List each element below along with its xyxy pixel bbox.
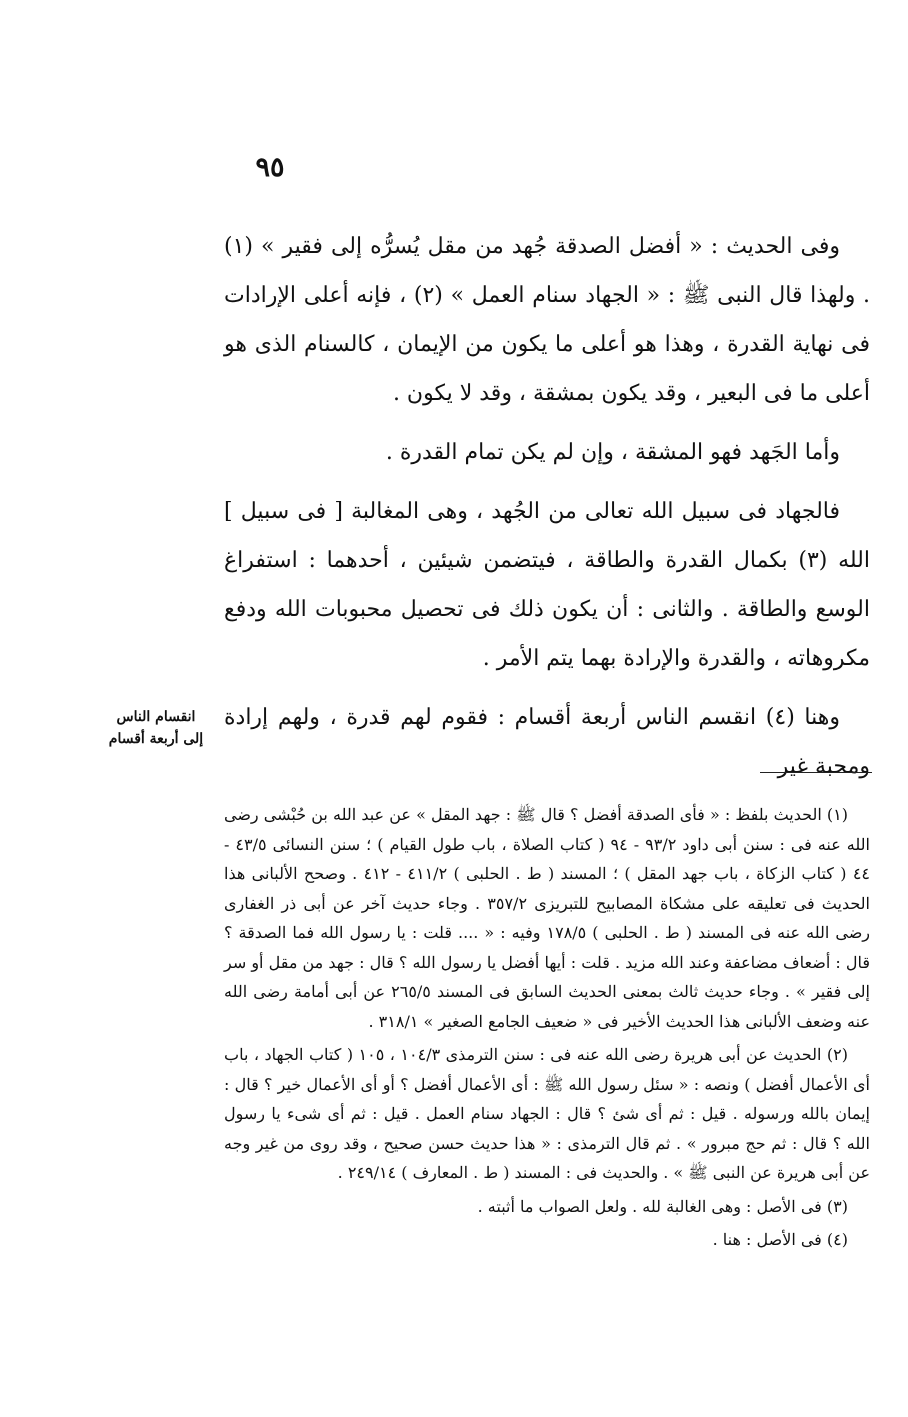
main-paragraph: وأما الجَهد فهو المشقة ، وإن لم يكن تمام القدرة .	[385, 440, 840, 465]
margin-note-line: انقسام الناس	[116, 709, 196, 725]
footnote: (٣) فى الأصل : وهى الغالبة لله . ولعل الصواب ما أثبته .	[477, 1196, 848, 1216]
footnote: (١) الحديث بلفظ : « فأى الصدقة أفضل ؟ قال ﷺ : جهد المقل » عن عبد الله بن حُبْشى رضى الله عنه فى : سنن أبى داود ٩٣/٢ - ٩٤ ( كتاب الصلاة ، باب طول القيام ) ؛ سنن النسائى ٤٣/٥ - ٤٤ ( كتاب الزكاة ، باب جهد المقل ) ؛ المسند ( ط . الحلبى ) ٤١١/٢ - ٤١٢ . وصحح الألبانى هذا الحديث فى تعليقه على مشكاة المصابيح للتبريزى ٣٥٧/٢ . وجاء حديث آخر عن أبى ذر الغفارى رضى الله عنه فى المسند ( ط . الحلبى ) ١٧٨/٥ وفيه : « .... قلت : يا رسول الله فما الصدقة ؟ قال : أضعاف مضاعفة وعند الله مزيد . قلت : أيها أفضل يا رسول الله ؟ قال : جهد من مقل أو سر إلى فقير » . وجاء حديث ثالث بمعنى الحديث السابق فى المسند ٢٦٥/٥ عن أبى أمامة رضى الله عنه وضعف الألبانى هذا الحديث الأخير فى « ضعيف الجامع الصغير » ٣١٨/١ .	[224, 805, 871, 1031]
footnote: (٤) فى الأصل : هنا .	[712, 1230, 848, 1249]
margin-note	[100, 706, 212, 750]
main-paragraph: وفى الحديث : « أفضل الصدقة جُهد من مقل يُسرُّه إلى فقير » (١) . ولهذا قال النبى ﷺ : « الجهاد سنام العمل » (٢) ، فإنه أعلى الإرادات فى نهاية القدرة ، وهذا هو أعلى ما يكون من الإيمان ، كالسنام الذى هو أعلى ما فى البعير ، وقد يكون بمشقة ، وقد لا يكون .	[224, 234, 870, 406]
main-text	[224, 222, 870, 801]
footnotes	[224, 800, 870, 1259]
page-number: ٩٥	[255, 152, 285, 183]
footnote-separator	[760, 772, 872, 773]
margin-note-line: إلى أربعة أقسام	[108, 731, 204, 747]
main-paragraph: وهنا (٤) انقسم الناس أربعة أقسام : فقوم لهم قدرة ، ولهم إرادة ومحبة غير	[224, 705, 870, 779]
main-paragraph: فالجهاد فى سبيل الله تعالى من الجُهد ، وهى المغالبة [ فى سبيل ] الله (٣) بكمال القدرة والطاقة ، فيتضمن شيئين ، أحدهما : استفراغ الوسع والطاقة . والثانى : أن يكون ذلك فى تحصيل محبوبات الله ودفع مكروهاته ، والقدرة والإرادة بهما يتم الأمر .	[224, 499, 870, 671]
footnote: (٢) الحديث عن أبى هريرة رضى الله عنه فى : سنن الترمذى ١٠٤/٣ ، ١٠٥ ( كتاب الجهاد ، باب أى الأعمال أفضل ) ونصه : « سئل رسول الله ﷺ : أى الأعمال أفضل ؟ أو أى الأعمال خير ؟ قال : إيمان بالله ورسوله . قيل : ثم أى شئ ؟ قال : الجهاد سنام العمل . قيل : ثم أى شىء يا رسول الله ؟ قال : ثم حج مبرور » . ثم قال الترمذى : « هذا حديث حسن صحيح ، وقد روى من غير وجه عن أبى هريرة عن النبى ﷺ » . والحديث فى : المسند ( ط . المعارف ) ٢٤٩/١٤ .	[224, 1045, 871, 1182]
